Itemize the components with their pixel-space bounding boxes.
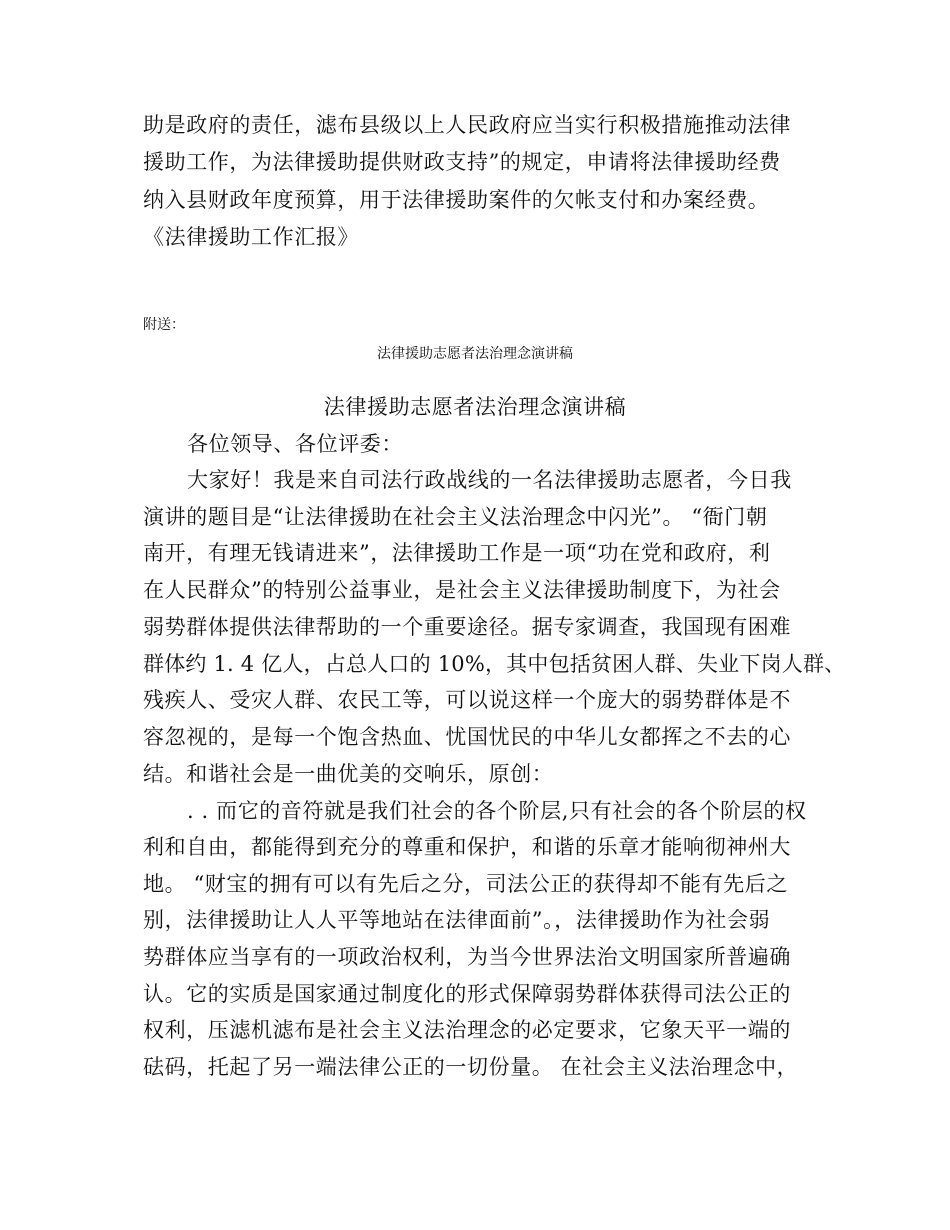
paragraph-line: 弱势群体提供法律帮助的一个重要途径。据专家调查，我国现有困难 (143, 615, 791, 639)
attachment-label: 附送： (143, 318, 185, 333)
attachment-title: 法律援助志愿者法治理念演讲稿 (377, 347, 573, 362)
report-title-line: 《法律援助工作汇报》 (143, 225, 359, 249)
paragraph-line: 南开，有理无钱请进来”，法律援助工作是一项“功在党和政府，利 (143, 541, 771, 565)
paragraph-line: . . 而它的音符就是我们社会的各个阶层,只有社会的各个阶层的权 (187, 799, 807, 823)
paragraph-line: 利和自由，都能得到充分的尊重和保护，和谐的乐章才能响彻神州大 (143, 835, 791, 859)
paragraph-line: 在人民群众”的特别公益事业，是社会主义法律援助制度下，为社会 (143, 578, 781, 602)
paragraph-line: 别，法律援助让人人平等地站在法律面前”。，法律援助作为社会弱 (143, 908, 771, 932)
paragraph-line: 援助工作，为法律援助提供财政支持”的规定，申请将法律援助经费 (143, 150, 781, 174)
paragraph-line: 容忽视的，是每一个饱含热血、忧国忧民的中华儿女都挥之不去的心 (143, 725, 791, 749)
paragraph-line: 地。 “财宝的拥有可以有先后之分，司法公正的获得却不能有先后之 (143, 872, 789, 896)
speech-title: 法律援助志愿者法治理念演讲稿 (323, 395, 627, 419)
paragraph-line: 群体约 1. 4 亿人，占总人口的 10%，其中包括贫困人群、失业下岗人群、 (143, 652, 846, 676)
paragraph-line: 大家好！我是来自司法行政战线的一名法律援助志愿者，今日我 (187, 468, 792, 492)
paragraph-line: 助是政府的责任，滤布县级以上人民政府应当实行积极措施推动法律 (143, 113, 791, 137)
salutation: 各位领导、各位评委： (187, 432, 403, 456)
paragraph-line: 势群体应当享有的一项政治权利，为当今世界法治文明国家所普遍确 (143, 945, 791, 969)
paragraph-line: 纳入县财政年度预算，用于法律援助案件的欠帐支付和办案经费。 (143, 188, 770, 212)
paragraph-line: 砝码，托起了另一端法律公正的一切份量。 在社会主义法治理念中， (143, 1055, 799, 1079)
paragraph-line: 演讲的题目是“让法律援助在社会主义法治理念中闪光”。 “衙门朝 (143, 505, 768, 529)
paragraph-line: 结。和谐社会是一曲优美的交响乐，原创： (143, 762, 554, 786)
paragraph-line: 权利，压滤机滤布是社会主义法治理念的必定要求，它象天平一端的 (143, 1018, 791, 1042)
paragraph-line: 认。它的实质是国家通过制度化的形式保障弱势群体获得司法公正的 (143, 982, 791, 1006)
paragraph-line: 残疾人、受灾人群、农民工等，可以说这样一个庞大的弱势群体是不 (143, 688, 791, 712)
